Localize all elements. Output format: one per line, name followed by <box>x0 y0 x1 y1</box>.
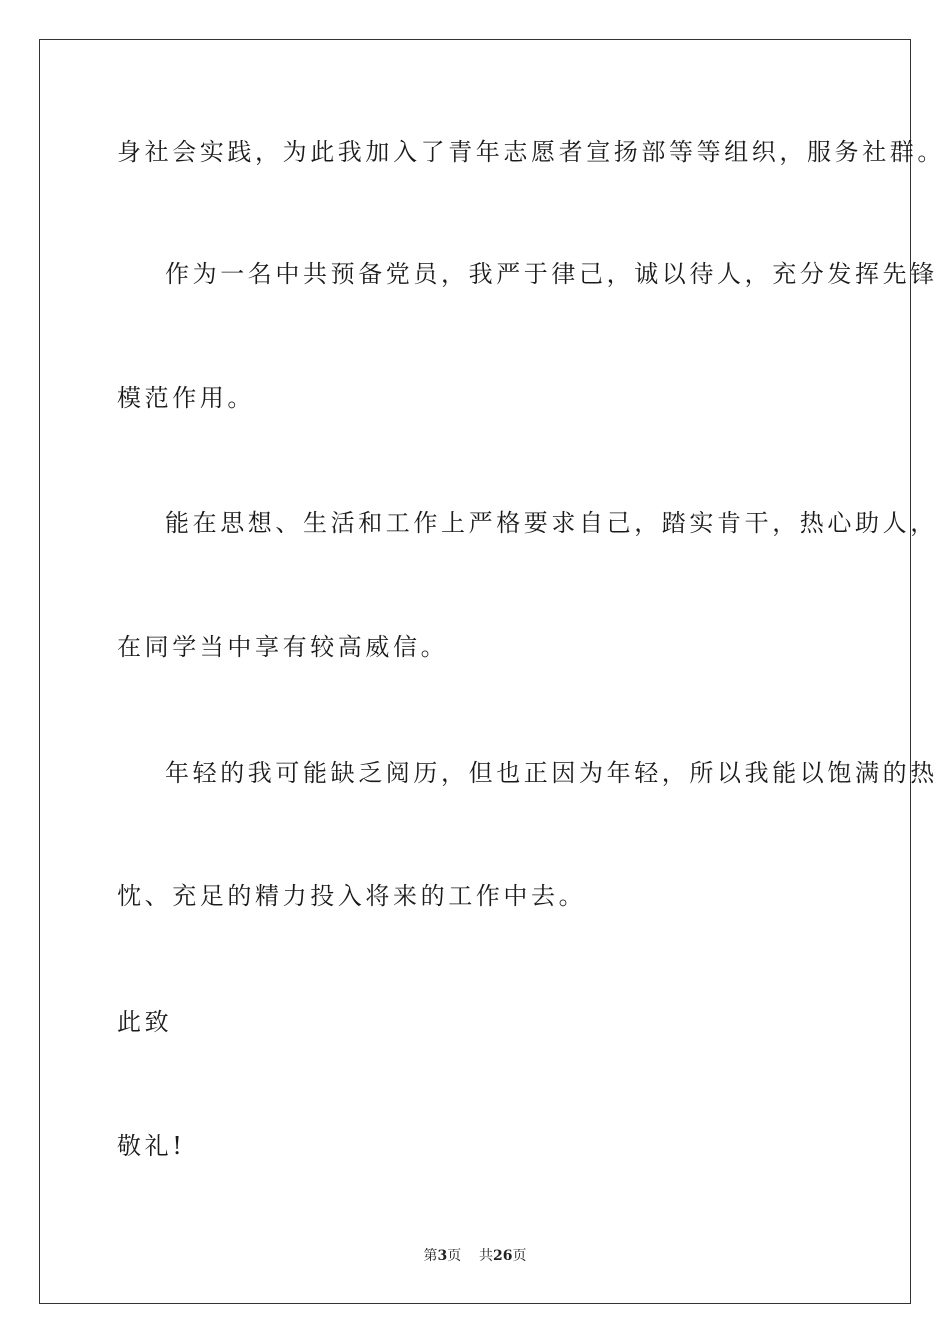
footer-total-suffix: 页 <box>512 1248 527 1264</box>
paragraph-line: 忱、充足的精力投入将来的工作中去。 <box>117 882 587 910</box>
paragraph-line: 在同学当中享有较高威信。 <box>117 633 449 661</box>
paragraph-line: 身社会实践，为此我加入了青年志愿者宣扬部等等组织，服务社群。 <box>117 138 945 166</box>
footer-page-prefix: 第 <box>423 1248 438 1264</box>
paragraph-line: 年轻的我可能缺乏阅历，但也正因为年轻，所以我能以饱满的热 <box>165 759 938 787</box>
page-footer <box>0 1247 950 1265</box>
page-border <box>39 39 911 1304</box>
closing-regards: 敬礼! <box>117 1132 186 1160</box>
closing-salutation: 此致 <box>117 1008 173 1036</box>
footer-total-prefix: 共 <box>479 1248 494 1264</box>
footer-total-pages: 26 <box>493 1248 513 1264</box>
paragraph-line: 能在思想、生活和工作上严格要求自己，踏实肯干，热心助人， <box>165 509 938 537</box>
footer-current-page: 3 <box>437 1248 448 1264</box>
footer-page-suffix: 页 <box>447 1248 462 1264</box>
paragraph-line: 作为一名中共预备党员，我严于律己，诚以待人，充分发挥先锋 <box>165 260 938 288</box>
paragraph-line: 模范作用。 <box>117 384 255 412</box>
